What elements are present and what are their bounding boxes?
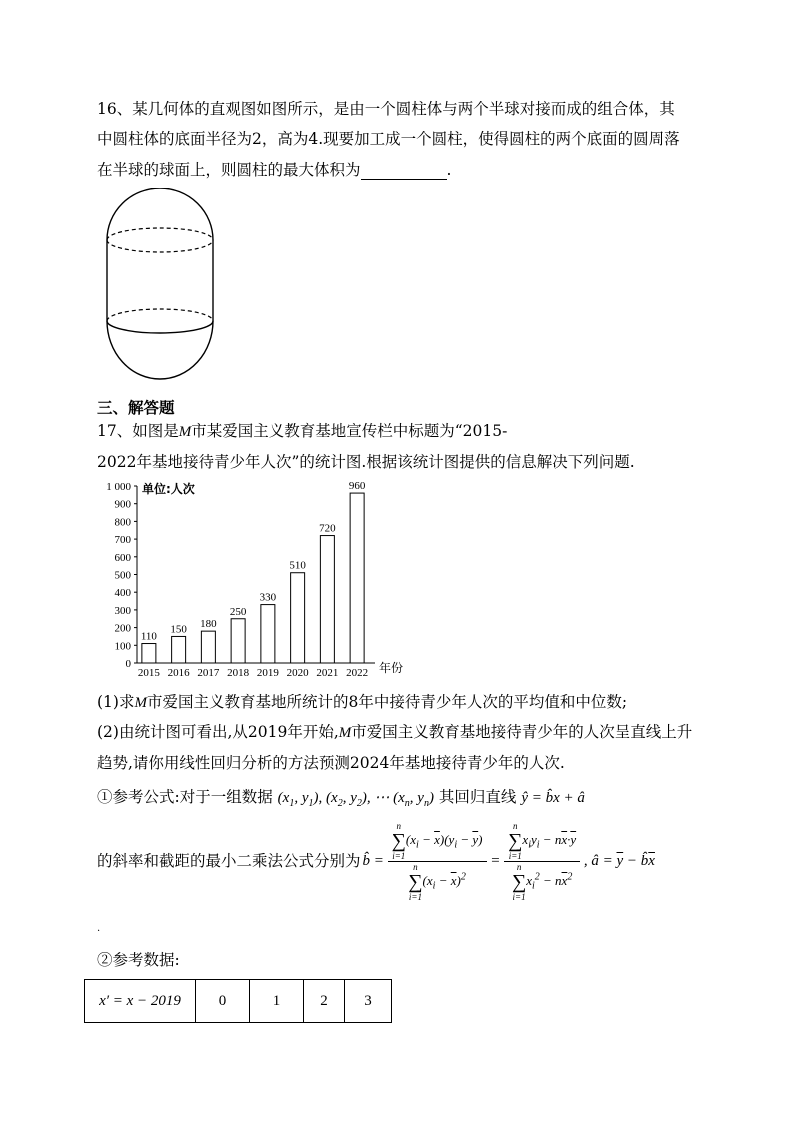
q16-line-3: [97, 160, 451, 180]
q17-line-1-m: M: [178, 424, 192, 440]
bar: [350, 493, 364, 663]
least-squares-formula: b̂ = n ∑ $i=1(x_i - \overline{x})(y_i - \overline{y})$ n ∑ $i=1(x_i - \overline{x})^2$ = n ∑ $i=1x_iy_i - n\overline{x}\cdot\overline{y}$ n ∑ $i=1x_i^2 - n\overline{x}^2$ , â = $\overline{y}$ − $b̂\overline{x}$: [362, 820, 655, 902]
q17-line-1-b: 市某爱国主义教育基地宣传栏中标题为“2015-: [191, 422, 508, 440]
bar-chart: [97, 478, 417, 678]
y-tick-label: 200: [114, 622, 131, 635]
data-pairs-formula: ($x_1$, $y_1$), ($x_2$, $y_2$), ⋯ ($x_n$, $y_n$): [277, 790, 434, 809]
y-tick-label: 900: [114, 498, 131, 511]
x-tick-label: 2017: [197, 667, 220, 678]
x-tick-label: 2018: [227, 667, 250, 678]
ref-formula-1-suffix: 其回归直线: [438, 788, 517, 806]
ref-data-label: ②参考数据:: [97, 951, 180, 969]
bar: [142, 644, 156, 663]
top-ellipse-front: [107, 240, 213, 252]
q16-line-3-text: 在半球的球面上，则圆柱的最大体积为: [97, 161, 361, 179]
q17-part-1-a: (1)求: [97, 693, 135, 711]
y-tick-label: 300: [114, 604, 131, 617]
bar-data-label: 110: [140, 630, 157, 643]
q17-part-2-b: 市爱国主义教育基地接待青少年的人次呈直线上升: [351, 723, 693, 741]
bar-data-label: 180: [200, 618, 217, 631]
y-tick-label: 0: [125, 658, 131, 670]
small-dot: .: [97, 923, 101, 934]
y-tick-label: 1 000: [106, 481, 131, 493]
y-tick-label: 600: [114, 551, 131, 564]
bar-data-label: 720: [319, 522, 336, 535]
x-tick-label: 2021: [316, 667, 339, 678]
q17-part-2: [97, 722, 692, 743]
answer-blank: [361, 164, 447, 180]
q16-line-3-end: .: [446, 161, 452, 179]
bar: [291, 573, 305, 663]
table-cell: 3: [345, 980, 392, 1023]
bar-data-label: 330: [259, 591, 277, 604]
regression-line-formula: ŷ = b̂x + â: [521, 790, 585, 806]
ref-formula-1: [97, 787, 585, 814]
bar-data-label: 960: [348, 480, 366, 493]
q17-line-2: 2022年基地接待青少年人次”的统计图.根据该统计图提供的信息解决下列问题.: [97, 453, 635, 471]
q17-line-1: [97, 421, 507, 442]
q16-line-1: 16、某几何体的直观图如图所示，是由一个圆柱体与两个半球对接而成的组合体，其: [97, 100, 675, 118]
table-cell: 1: [250, 980, 304, 1023]
x-tick-label: 2020: [286, 667, 309, 678]
y-tick-label: 400: [114, 587, 131, 600]
q16-line-2: 中圆柱体的底面半径为2，高为4.现要加工成一个圆柱，使得圆柱的两个底面的圆周落: [97, 130, 680, 148]
y-tick-label: 100: [114, 640, 131, 653]
bottom-ellipse-front: [107, 321, 213, 333]
capsule-figure: [100, 188, 220, 384]
bar-data-label: 150: [170, 623, 187, 636]
reference-data-table: [84, 979, 392, 1023]
bar: [320, 536, 334, 663]
ref-formula-2: [97, 820, 655, 902]
q17-part-2-a: (2)由统计图可看出,从2019年开始,: [97, 723, 339, 741]
x-tick-label: 2019: [256, 667, 279, 678]
bar: [261, 605, 275, 663]
ref-formula-2-text: 的斜率和截距的最小二乘法公式分别为: [97, 852, 361, 870]
bar-data-label: 510: [289, 559, 306, 572]
bar: [201, 631, 215, 663]
table-cell: 0: [196, 980, 250, 1023]
bar: [172, 636, 186, 663]
chart-x-unit: 年份: [379, 661, 404, 675]
y-tick-label: 700: [114, 534, 131, 547]
q17-part-2-m: M: [338, 725, 352, 741]
table-row: [85, 980, 392, 1023]
table-cell: 2: [304, 980, 345, 1023]
q17-part-1-m: M: [134, 695, 147, 711]
section-title: 三、解答题: [97, 398, 175, 417]
q17-line-1-a: 17、如图是: [97, 422, 179, 440]
ref-formula-1-prefix: ①参考公式:对于一组数据: [97, 788, 273, 806]
x-tick-label: 2015: [137, 667, 160, 678]
x-tick-label: 2022: [346, 667, 369, 678]
bar-data-label: 250: [229, 605, 247, 618]
chart-unit-label: 单位:人次: [142, 482, 195, 496]
top-ellipse-back: [107, 228, 213, 240]
top-hemisphere: [107, 188, 213, 240]
x-tick-label: 2016: [167, 667, 190, 678]
q17-part-1-b: 市爱国主义教育基地所统计的8年中接待青少年人次的平均值和中位数;: [146, 693, 628, 711]
y-tick-label: 800: [114, 516, 131, 529]
y-tick-label: 500: [114, 569, 131, 582]
bar: [231, 619, 245, 663]
table-header-cell: x′ = x − 2019: [85, 980, 196, 1023]
q17-part-1: [97, 692, 627, 713]
bottom-ellipse-back: [107, 309, 213, 321]
q17-part-2-c: 趋势,请你用线性回归分析的方法预测2024年基地接待青少年的人次.: [97, 754, 565, 772]
